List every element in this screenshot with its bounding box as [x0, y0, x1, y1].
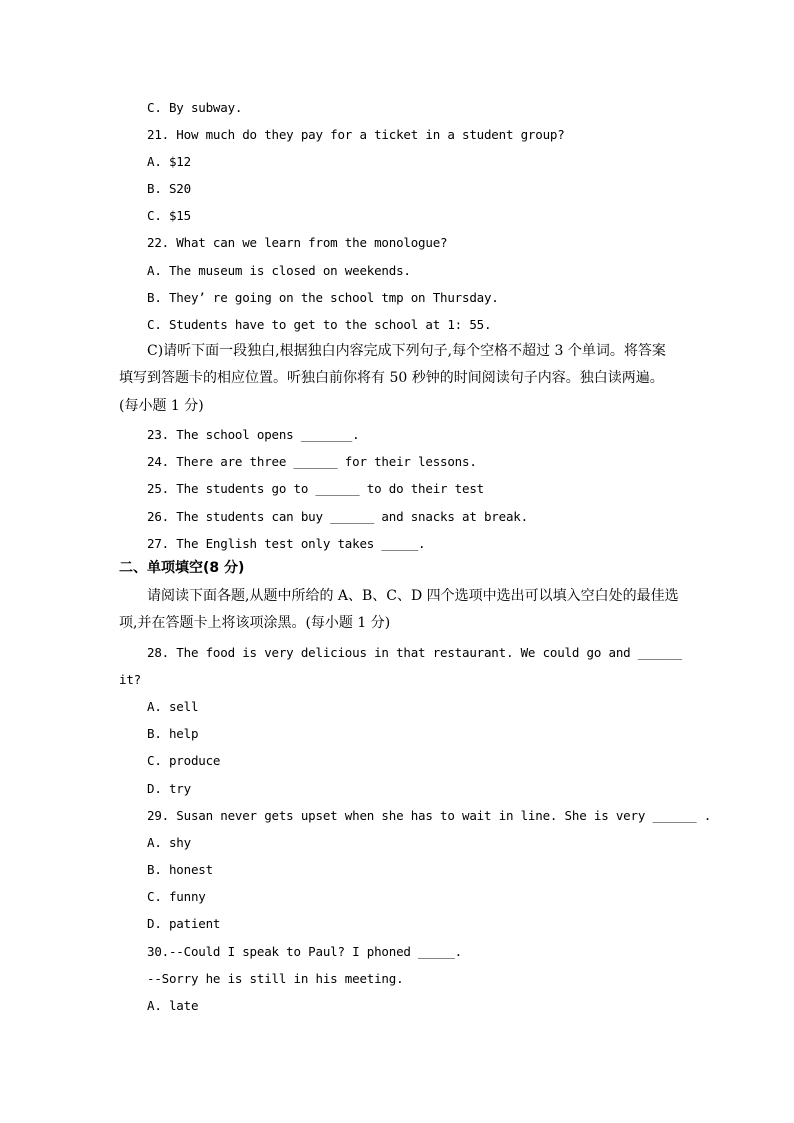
question-22: 22. What can we learn from the monologue? [147, 235, 448, 250]
question-30: 30.--Could I speak to Paul? I phoned _____. [147, 944, 463, 959]
question-29: 29. Susan never gets upset when she has to wait in line. She is very ______ . [147, 808, 712, 823]
option-20c: C. By subway. [147, 100, 243, 115]
question-25: 25. The students go to ______ to do their test [147, 481, 484, 496]
option-29c: C. funny [147, 889, 206, 904]
question-26: 26. The students can buy ______ and snacks at break. [147, 509, 528, 524]
section-c-instructions-line-2: 填写到答题卡的相应位置。听独白前你将有 50 秒钟的时间阅读句子内容。独白读两遍。 [119, 370, 664, 386]
question-28-continued: it? [119, 672, 141, 687]
option-28b: B. help [147, 726, 199, 741]
section-2-instructions-line-2: 项,并在答题卡上将该项涂黑。(每小题 1 分) [119, 615, 391, 631]
option-28c: C. produce [147, 753, 221, 768]
option-30a: A. late [147, 998, 199, 1013]
option-22b: B. They’ re going on the school tmp on Thursday. [147, 290, 499, 305]
option-28a: A. sell [147, 699, 199, 714]
question-30-response: --Sorry he is still in his meeting. [147, 971, 404, 986]
question-27: 27. The English test only takes _____. [147, 536, 426, 551]
section-c-instructions-line-1: C)请听下面一段独白,根据独白内容完成下列句子,每个空格不超过 3 个单词。将答案 [147, 343, 666, 359]
option-28d: D. try [147, 781, 191, 796]
question-21: 21. How much do they pay for a ticket in a student group? [147, 127, 565, 142]
question-24: 24. There are three ______ for their lessons. [147, 454, 477, 469]
section-2-heading: 二、单项填空(8 分) [119, 560, 245, 576]
option-21c: C. $15 [147, 208, 191, 223]
option-29a: A. shy [147, 835, 191, 850]
section-c-instructions-line-3: (每小题 1 分) [119, 398, 204, 414]
question-28: 28. The food is very delicious in that restaurant. We could go and ______ [147, 645, 682, 660]
question-23: 23. The school opens _______. [147, 427, 360, 442]
option-29b: B. honest [147, 862, 213, 877]
option-29d: D. patient [147, 916, 221, 931]
option-22a: A. The museum is closed on weekends. [147, 263, 411, 278]
option-22c: C. Students have to get to the school at 1: 55. [147, 317, 492, 332]
option-21a: A. $12 [147, 154, 191, 169]
section-2-instructions-line-1: 请阅读下面各题,从题中所给的 A、B、C、D 四个选项中选出可以填入空白处的最佳选 [147, 588, 679, 604]
option-21b: B. S20 [147, 181, 191, 196]
